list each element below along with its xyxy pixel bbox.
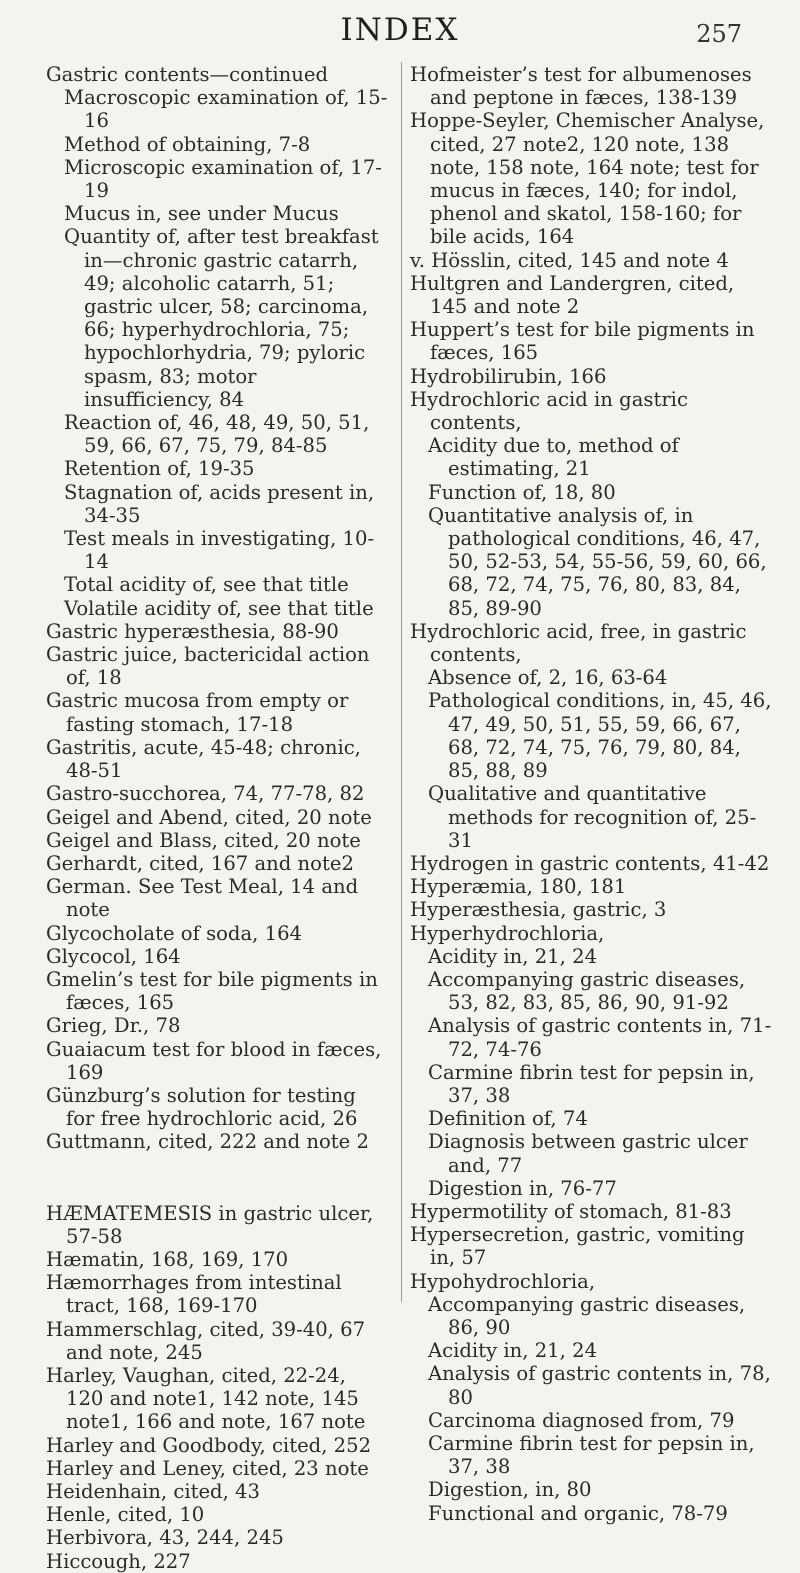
index-entry: Hiccough, 227 (46, 1549, 191, 1573)
index-subentry: Mucus in, see under Mucus (64, 202, 339, 226)
index-subentry: Stagnation of, acids present in, 34-35 (64, 480, 375, 527)
page-header (0, 10, 800, 50)
index-entry: Guaiacum test for blood in fæces, 169 (46, 1037, 382, 1084)
index-entry: Hyperæmia, 180, 181 (410, 875, 627, 899)
index-subentry: Accompanying gastric diseases, 53, 82, 83, 85, 86, 90, 91-92 (428, 967, 746, 1015)
index-entry: Heidenhain, cited, 43 (46, 1479, 260, 1503)
index-subentry: Carmine fibrin test for pepsin in, 37, 38 (428, 1431, 755, 1479)
index-entry: Harley, Vaughan, cited, 22-24, 120 and note1, 142 note, 145 note1, 166 and note, 167 note (46, 1363, 366, 1434)
index-entry: Hyperæsthesia, gastric, 3 (410, 898, 667, 922)
page-number: 257 (696, 20, 742, 48)
index-subentry: Definition of, 74 (428, 1107, 588, 1131)
index-entry: Hypermotility of stomach, 81-83 (410, 1199, 732, 1223)
index-subentry: Absence of, 2, 16, 63-64 (428, 666, 668, 690)
index-entry: Gastric contents—continued (46, 63, 329, 86)
index-subentry: Digestion in, 76-77 (428, 1176, 617, 1200)
index-entry: Hypersecretion, gastric, vomiting in, 57 (410, 1223, 745, 1270)
index-entry: Hyperhydrochloria, (410, 921, 605, 945)
index-subentry: Analysis of gastric contents in, 78, 80 (428, 1362, 771, 1409)
index-subentry: Acidity in, 21, 24 (428, 944, 598, 968)
index-entry: Hoppe-Seyler, Chemischer Analyse, cited, 27 note2, 120 note, 138 note, 158 note, 164 note; test for mucus in fæces, 140; for indol, phenol and skatol, 158-160; for bile acids, 164 (410, 109, 765, 249)
index-subentry: Pathological conditions, in, 45, 46, 47, 49, 50, 51, 55, 59, 66, 67, 68, 72, 74, 75, 76, 79, 80, 84, 85, 88, 89 (428, 689, 772, 783)
index-subentry: Analysis of gastric contents in, 71-72, 74-76 (428, 1014, 772, 1061)
index-entry: Hammerschlag, cited, 39-40, 67 and note, 245 (46, 1317, 366, 1364)
index-subentry: Method of obtaining, 7-8 (64, 132, 311, 156)
index-subentry: Microscopic examination of, 17-19 (64, 155, 382, 203)
index-column-right (410, 63, 772, 1525)
index-subentry: Acidity due to, method of estimating, 21 (428, 434, 679, 481)
index-entry: Hæmorrhages from intestinal tract, 168, 169-170 (46, 1271, 342, 1318)
index-entry: Hydrochloric acid in gastric contents, (410, 387, 688, 435)
index-subentry: Test meals in investigating, 10-14 (64, 527, 375, 574)
index-entry: Glycocholate of soda, 164 (46, 921, 303, 945)
index-entry: Geigel and Abend, cited, 20 note (46, 805, 372, 829)
index-entry: German. See Test Meal, 14 and note (46, 875, 359, 922)
index-entry: Hydrobilirubin, 166 (410, 364, 607, 388)
index-entry: Gastric hyperæsthesia, 88-90 (46, 619, 339, 643)
index-subentry: Quantity of, after test breakfast in—chronic gastric catarrh, 49; alcoholic catarrh, 51; gastric ulcer, 58; carcinoma, 66; hyperhydrochloria, 75; hypochlorhydria, 79; pyloric spasm, 83; motor insufficiency, 84 (64, 225, 379, 411)
index-subentry: Diagnosis between gastric ulcer and, 77 (428, 1130, 748, 1177)
section-gap (46, 1154, 388, 1202)
index-column-left (46, 63, 388, 1573)
index-entry: Gastro-succhorea, 74, 77-78, 82 (46, 782, 365, 806)
index-entry: Huppert’s test for bile pigments in fæces, 165 (410, 318, 755, 365)
index-entry: v. Hösslin, cited, 145 and note 4 (410, 248, 729, 272)
index-entry: Hofmeister’s test for albumenoses and peptone in fæces, 138-139 (410, 63, 752, 110)
index-subentry: Function of, 18, 80 (428, 480, 616, 504)
index-subentry: Acidity in, 21, 24 (428, 1339, 598, 1363)
page-title: INDEX (340, 12, 460, 48)
index-entry: Grieg, Dr., 78 (46, 1014, 181, 1038)
index-entry: Gastric juice, bactericidal action of, 18 (46, 643, 370, 690)
index-subentry: Accompanying gastric diseases, 86, 90 (428, 1292, 746, 1339)
index-entry: Geigel and Blass, cited, 20 note (46, 828, 361, 852)
index-entry: Herbivora, 43, 244, 245 (46, 1526, 284, 1550)
index-entry: Günzburg’s solution for testing for free hydrochloric acid, 26 (46, 1083, 358, 1131)
index-entry: Hæmatin, 168, 169, 170 (46, 1247, 289, 1271)
index-subentry: Qualitative and quantitative methods for recognition of, 25-31 (428, 782, 757, 852)
index-subentry: Carcinoma diagnosed from, 79 (428, 1408, 735, 1432)
index-subentry: Functional and organic, 78-79 (428, 1501, 728, 1525)
index-entry: Gastritis, acute, 45-48; chronic, 48-51 (46, 735, 361, 783)
index-entry: HÆMATEMESIS in gastric ulcer, 57-58 (46, 1201, 374, 1248)
index-subentry: Total acidity of, see that title (64, 573, 349, 597)
index-subentry: Macroscopic examination of, 15-16 (64, 86, 388, 133)
index-subentry: Carmine fibrin test for pepsin in, 37, 38 (428, 1060, 755, 1107)
index-entry: Glycocol, 164 (46, 944, 181, 968)
index-entry: Henle, cited, 10 (46, 1503, 205, 1527)
index-entry: Guttmann, cited, 222 and note 2 (46, 1130, 369, 1154)
index-entry: Hultgren and Landergren, cited, 145 and note 2 (410, 271, 735, 319)
index-entry: Harley and Goodbody, cited, 252 (46, 1433, 372, 1457)
index-entry: Gastric mucosa from empty or fasting stomach, 17-18 (46, 689, 349, 736)
index-subentry: Retention of, 19-35 (64, 457, 255, 481)
index-entry: Hypohydrochloria, (410, 1269, 596, 1293)
index-entry: Hydrochloric acid, free, in gastric contents, (410, 619, 747, 667)
index-subentry: Volatile acidity of, see that title (64, 596, 374, 620)
index-subentry: Digestion, in, 80 (428, 1478, 592, 1502)
index-entry: Hydrogen in gastric contents, 41-42 (410, 851, 770, 875)
index-entry: Gmelin’s test for bile pigments in fæces, 165 (46, 967, 378, 1015)
index-subentry: Reaction of, 46, 48, 49, 50, 51, 59, 66, 67, 75, 79, 84-85 (64, 411, 370, 458)
index-subentry: Quantitative analysis of, in pathological conditions, 46, 47, 50, 52-53, 54, 55-56, 59, 60, 66, 68, 72, 74, 75, 76, 80, 83, 84, 85, 89-90 (428, 503, 767, 620)
index-entry: Harley and Leney, cited, 23 note (46, 1456, 369, 1480)
column-divider (401, 62, 402, 1302)
index-entry: Gerhardt, cited, 167 and note2 (46, 851, 354, 875)
